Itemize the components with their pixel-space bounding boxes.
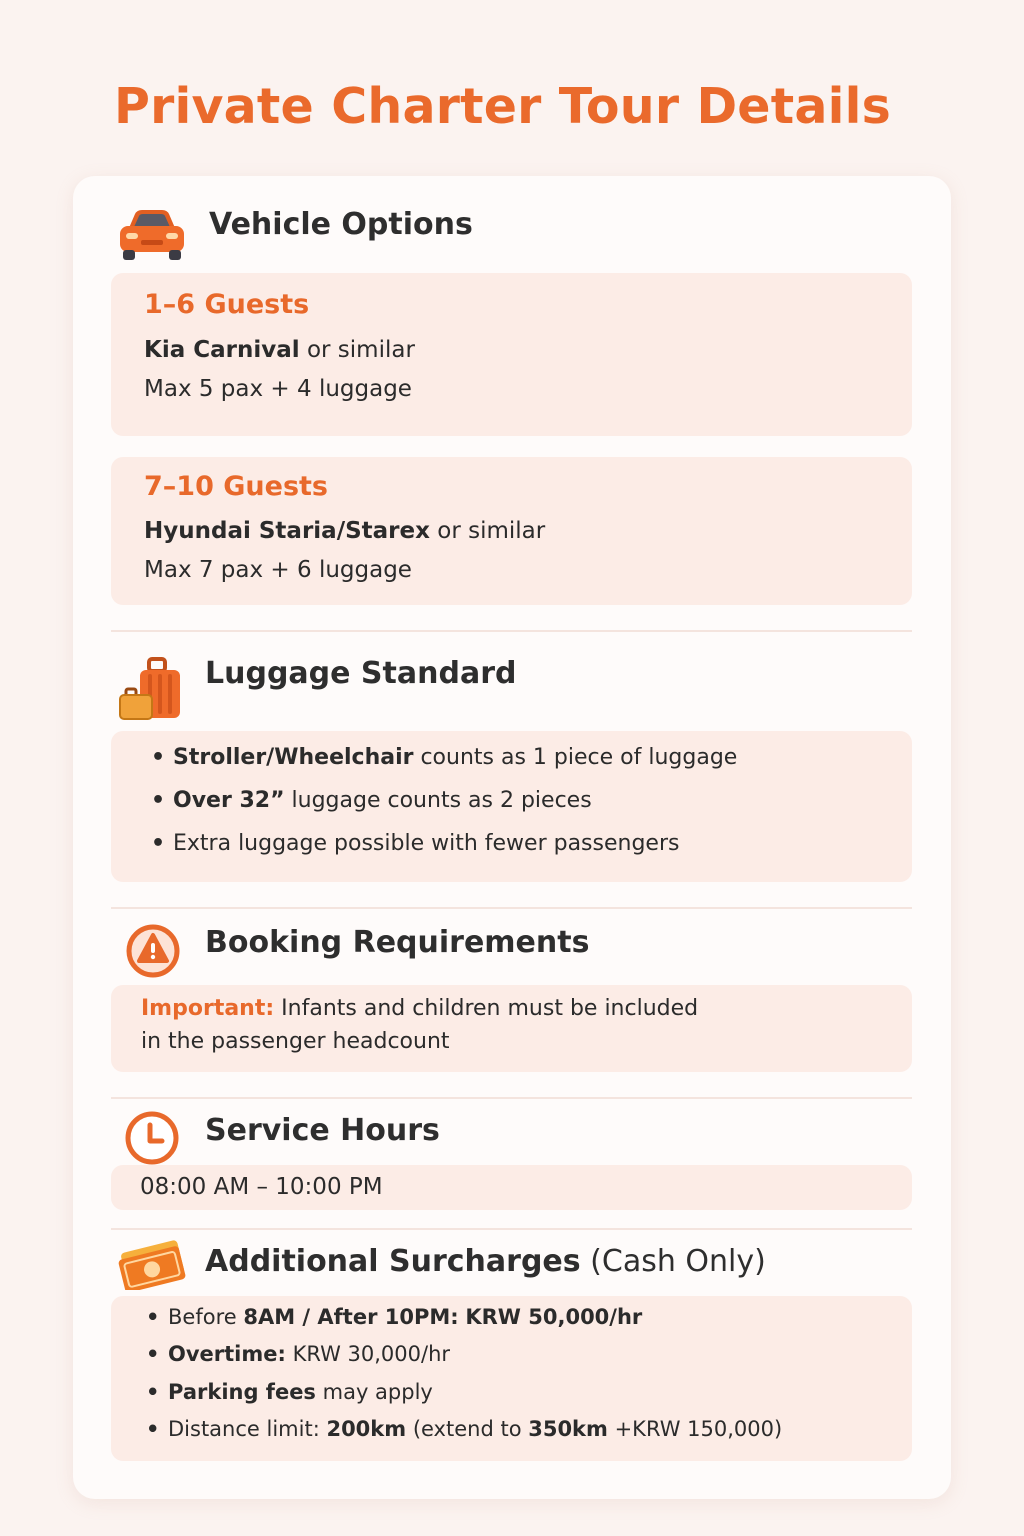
guest-range: 1–6 Guests xyxy=(144,289,310,320)
rule-emphasis: Stroller/Wheelchair xyxy=(173,745,414,770)
cash-only-note: (Cash Only) xyxy=(580,1244,766,1279)
luggage-icon xyxy=(118,656,184,722)
surcharges-box xyxy=(111,1296,912,1461)
booking-note-box xyxy=(111,985,912,1072)
vehicle-model: Hyundai Staria/Starex xyxy=(144,518,430,544)
surcharge-emphasis: Parking fees xyxy=(168,1380,316,1404)
booking-requirements-heading: Booking Requirements xyxy=(205,925,590,960)
surcharge-text: KRW 30,000/hr xyxy=(285,1342,451,1366)
surcharge-text: +KRW 150,000) xyxy=(607,1417,783,1441)
guest-range: 7–10 Guests xyxy=(144,471,329,502)
rule-text: Extra luggage possible with fewer passengers xyxy=(173,831,680,856)
vehicle-model-line xyxy=(144,518,545,544)
cash-icon xyxy=(116,1240,190,1290)
surcharges-title: Additional Surcharges xyxy=(205,1244,581,1279)
surcharge-amount: KRW 50,000/hr xyxy=(465,1305,643,1329)
surcharge-item xyxy=(168,1380,433,1404)
vehicle-capacity: Max 5 pax + 4 luggage xyxy=(144,376,412,402)
warning-icon xyxy=(125,923,181,979)
vehicle-option-large xyxy=(111,457,912,605)
surcharge-item xyxy=(168,1305,642,1329)
vehicle-model-suffix: or similar xyxy=(429,518,546,544)
luggage-rules-box xyxy=(111,731,912,882)
section-divider xyxy=(111,630,912,632)
car-icon xyxy=(117,206,187,262)
luggage-standard-heading: Luggage Standard xyxy=(205,656,517,691)
surcharge-text: Distance limit: xyxy=(168,1417,327,1441)
surcharge-item xyxy=(168,1342,450,1366)
important-label: Important: xyxy=(141,996,275,1021)
service-hours-box xyxy=(111,1165,912,1210)
section-divider xyxy=(111,1097,912,1099)
booking-note-text: Infants and children must be included xyxy=(274,996,699,1021)
booking-note-line: in the passenger headcount xyxy=(141,1029,450,1054)
vehicle-capacity: Max 7 pax + 6 luggage xyxy=(144,557,412,583)
surcharge-text: Before xyxy=(168,1305,244,1329)
section-divider xyxy=(111,907,912,909)
vehicle-model: Kia Carnival xyxy=(144,337,300,363)
rule-text: counts as 1 piece of luggage xyxy=(413,745,738,770)
luggage-rule xyxy=(173,831,679,856)
surcharge-item xyxy=(168,1417,782,1441)
booking-note-line xyxy=(141,996,698,1021)
clock-icon xyxy=(124,1110,180,1166)
surcharge-text: (extend to xyxy=(406,1417,529,1441)
vehicle-model-suffix: or similar xyxy=(299,337,415,363)
vehicle-option-small xyxy=(111,273,912,436)
surcharge-emphasis: Overtime: xyxy=(168,1342,286,1366)
surcharge-text: may apply xyxy=(315,1380,433,1404)
vehicle-options-heading: Vehicle Options xyxy=(209,207,473,242)
section-divider xyxy=(111,1228,912,1230)
surcharge-amount: 350km xyxy=(528,1417,608,1441)
vehicle-model-line xyxy=(144,337,415,363)
service-hours-value: 08:00 AM – 10:00 PM xyxy=(140,1174,383,1200)
service-hours-heading: Service Hours xyxy=(205,1113,440,1148)
page-title: Private Charter Tour Details xyxy=(114,78,891,135)
luggage-rule xyxy=(173,745,737,770)
surcharge-emphasis: 200km xyxy=(326,1417,407,1441)
rule-emphasis: Over 32” xyxy=(173,788,285,813)
surcharge-emphasis: 8AM / After 10PM: xyxy=(243,1305,459,1329)
rule-text: luggage counts as 2 pieces xyxy=(284,788,592,813)
luggage-rule xyxy=(173,788,592,813)
surcharges-heading xyxy=(205,1244,766,1279)
